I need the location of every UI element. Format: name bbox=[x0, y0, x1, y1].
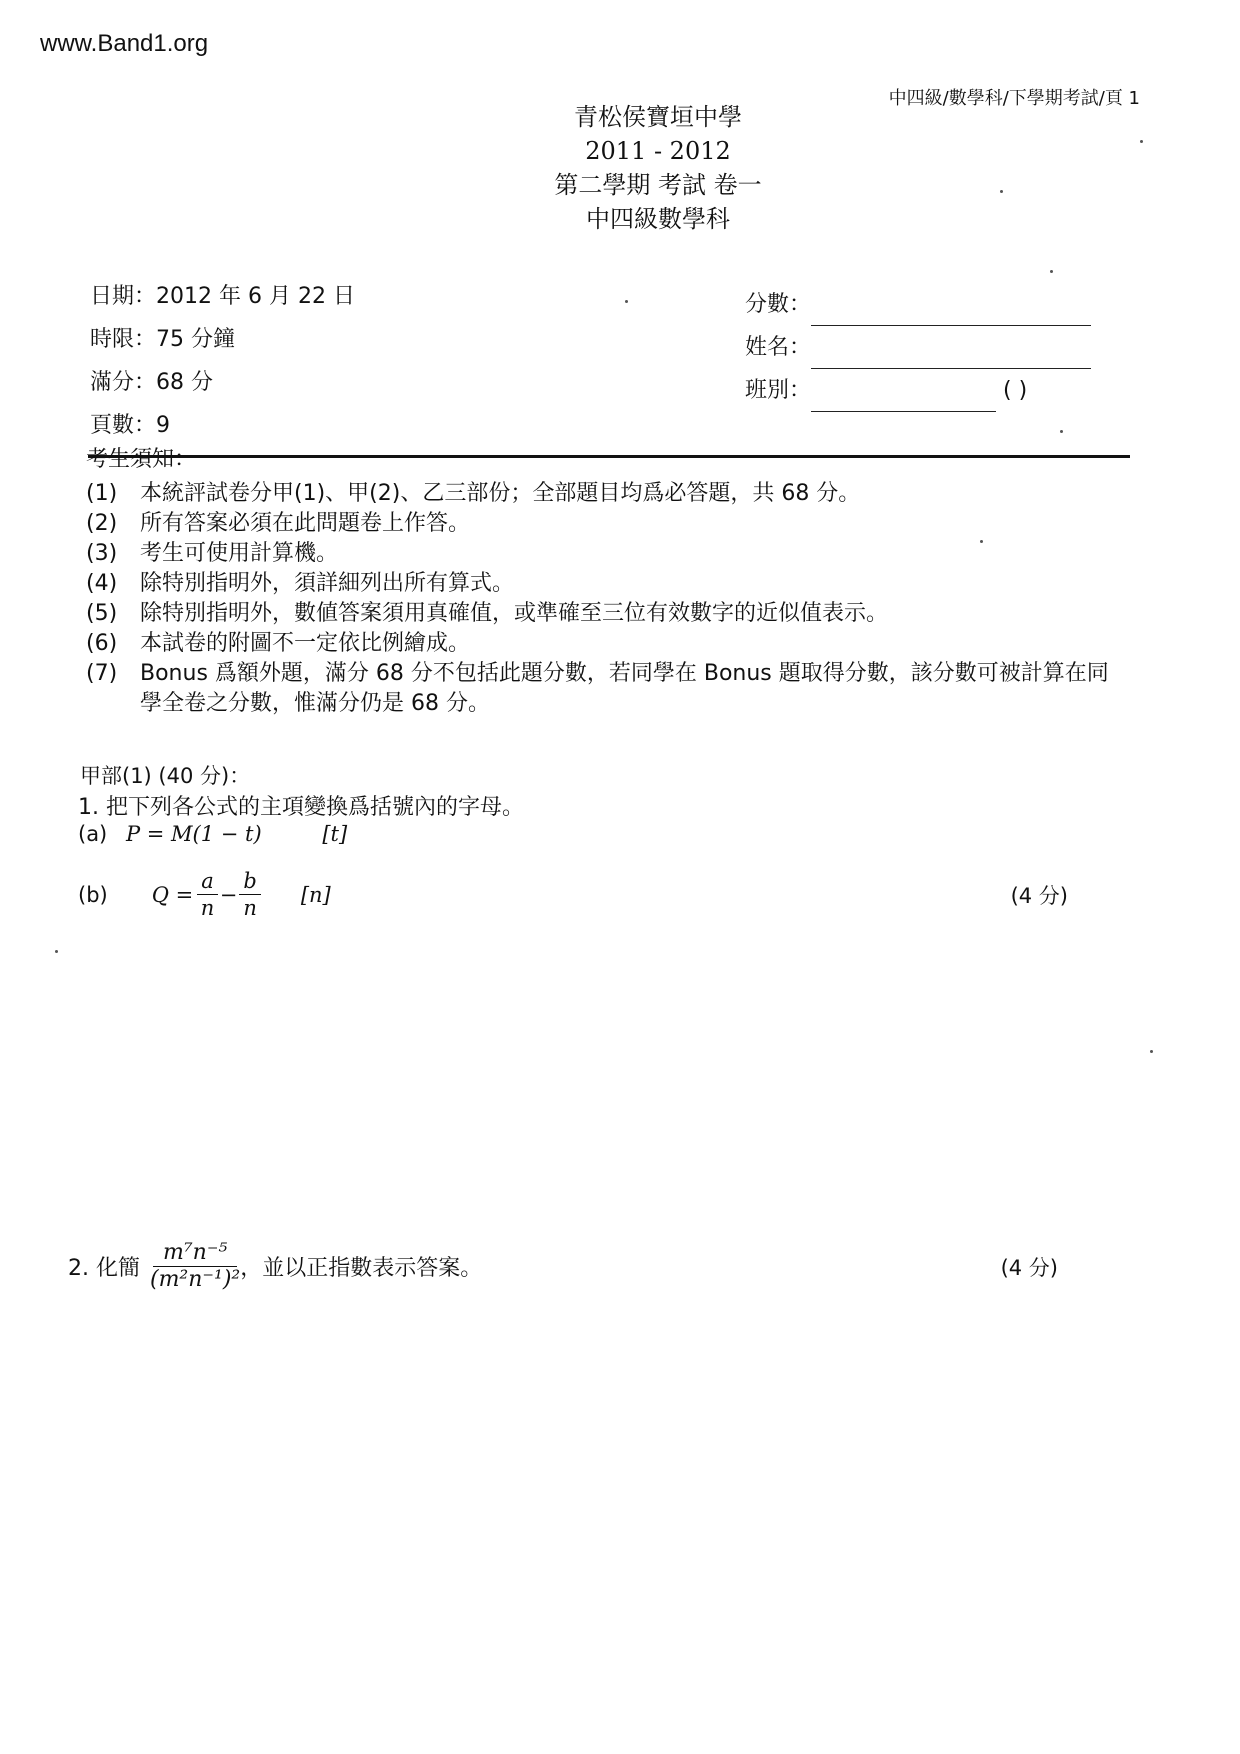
note-text: Bonus 爲額外題，滿分 68 分不包括此題分數，若同學在 Bonus 題取得分數，該分數可被計算在同學全卷之分數，惟滿分仍是 68 分。 bbox=[140, 661, 1109, 716]
candidate-notes bbox=[86, 445, 1130, 719]
notes-list bbox=[86, 479, 1130, 719]
note-item bbox=[86, 539, 1130, 569]
note-text: 考生可使用計算機。 bbox=[140, 541, 339, 566]
score-line[interactable] bbox=[811, 301, 1091, 326]
scan-speck bbox=[1050, 270, 1053, 273]
school-name: 青松侯寶垣中學 bbox=[574, 103, 742, 131]
question-1a bbox=[78, 822, 347, 846]
question-1b-label: (b) bbox=[78, 882, 108, 907]
question-1b-variable: [n] bbox=[300, 882, 331, 907]
site-watermark: www.Band1.org bbox=[40, 30, 209, 57]
question-1a-variable: [t] bbox=[322, 822, 348, 846]
note-text: 除特別指明外，數値答案須用真確值，或準確至三位有效數字的近似值表示。 bbox=[140, 601, 889, 626]
question-2-denominator: (m²n⁻¹)² bbox=[149, 1267, 241, 1292]
name-line[interactable] bbox=[811, 344, 1091, 369]
note-number: (7) bbox=[86, 661, 118, 686]
name-field[interactable] bbox=[745, 326, 1091, 369]
note-text: 本試卷的附圖不一定依比例繪成。 bbox=[140, 631, 471, 656]
note-item bbox=[86, 509, 1130, 539]
note-number: (6) bbox=[86, 631, 118, 656]
note-text: 所有答案必須在此問題卷上作答。 bbox=[140, 511, 471, 536]
question-1b-lhs: Q = bbox=[151, 882, 194, 907]
note-item bbox=[86, 629, 1130, 659]
scan-speck bbox=[625, 300, 628, 303]
score-label: 分數： bbox=[745, 292, 812, 317]
note-number: (5) bbox=[86, 601, 118, 626]
page-header-tag: 中四級/數學科/下學期考試/頁 1 bbox=[888, 88, 1140, 109]
exam-title-block bbox=[0, 100, 1240, 236]
fraction-denominator: n bbox=[200, 896, 215, 920]
scan-speck bbox=[1000, 190, 1003, 193]
question-1-stem: 1. 把下列各公式的主項變換爲括號內的字母。 bbox=[78, 795, 524, 820]
class-label: 班別： bbox=[745, 378, 812, 403]
question-2-marks: (4 分) bbox=[1000, 1255, 1058, 1280]
question-1a-formula: P = M(1 − t) bbox=[125, 822, 262, 846]
fraction-numerator: a bbox=[197, 868, 218, 895]
question-2-numerator: m⁷n⁻⁵ bbox=[153, 1240, 237, 1267]
exam-duration: 時限：75 分鐘 bbox=[90, 327, 235, 352]
note-item bbox=[86, 569, 1130, 599]
scan-speck bbox=[55, 950, 58, 953]
note-item bbox=[86, 599, 1130, 629]
note-item bbox=[86, 479, 1130, 509]
question-2-suffix: ，並以正指數表示答案。 bbox=[240, 1256, 483, 1281]
fraction-numerator: b bbox=[239, 868, 260, 895]
note-number: (2) bbox=[86, 511, 118, 536]
exam-page-count: 頁數：9 bbox=[90, 413, 170, 438]
name-label: 姓名： bbox=[745, 335, 812, 360]
scan-speck bbox=[1150, 1050, 1153, 1053]
question-2-fraction bbox=[150, 1240, 240, 1293]
notes-heading: 考生須知： bbox=[86, 447, 197, 472]
exam-full-marks: 滿分：68 分 bbox=[90, 370, 213, 395]
class-field[interactable] bbox=[745, 369, 1091, 412]
fraction-denominator: n bbox=[243, 896, 257, 920]
student-fields bbox=[745, 283, 1091, 412]
note-number: (4) bbox=[86, 571, 118, 596]
class-number: ( ) bbox=[1003, 378, 1028, 403]
note-text: 除特別指明外，須詳細列出所有算式。 bbox=[140, 571, 515, 596]
class-line[interactable] bbox=[811, 387, 996, 412]
question-1a-label: (a) bbox=[78, 822, 108, 846]
note-text: 本統評試卷分甲(1)、甲(2)、乙三部份；全部題目均爲必答題，共 68 分。 bbox=[140, 481, 861, 506]
fraction-b-over-n bbox=[239, 868, 260, 921]
scan-speck bbox=[980, 540, 983, 543]
subject-name: 中四級數學科 bbox=[586, 205, 730, 233]
note-item bbox=[86, 659, 1130, 719]
note-number: (3) bbox=[86, 541, 118, 566]
question-1-marks: (4 分) bbox=[1010, 883, 1068, 908]
scan-speck bbox=[1060, 430, 1063, 433]
score-field[interactable] bbox=[745, 283, 1091, 326]
minus-sign: − bbox=[219, 882, 238, 907]
scan-speck bbox=[1140, 140, 1143, 143]
exam-date: 日期：2012 年 6 月 22 日 bbox=[90, 284, 355, 309]
exam-info bbox=[90, 275, 355, 447]
question-2-prefix: 2. 化簡 bbox=[68, 1256, 140, 1281]
exam-name: 第二學期 考試 卷一 bbox=[554, 171, 762, 199]
note-number: (1) bbox=[86, 481, 118, 506]
question-1b bbox=[78, 868, 1068, 921]
section-heading: 甲部(1) (40 分)： bbox=[80, 764, 251, 788]
school-year: 2011 - 2012 bbox=[585, 137, 731, 165]
question-2 bbox=[68, 1240, 1058, 1293]
fraction-a-over-n bbox=[197, 868, 218, 921]
